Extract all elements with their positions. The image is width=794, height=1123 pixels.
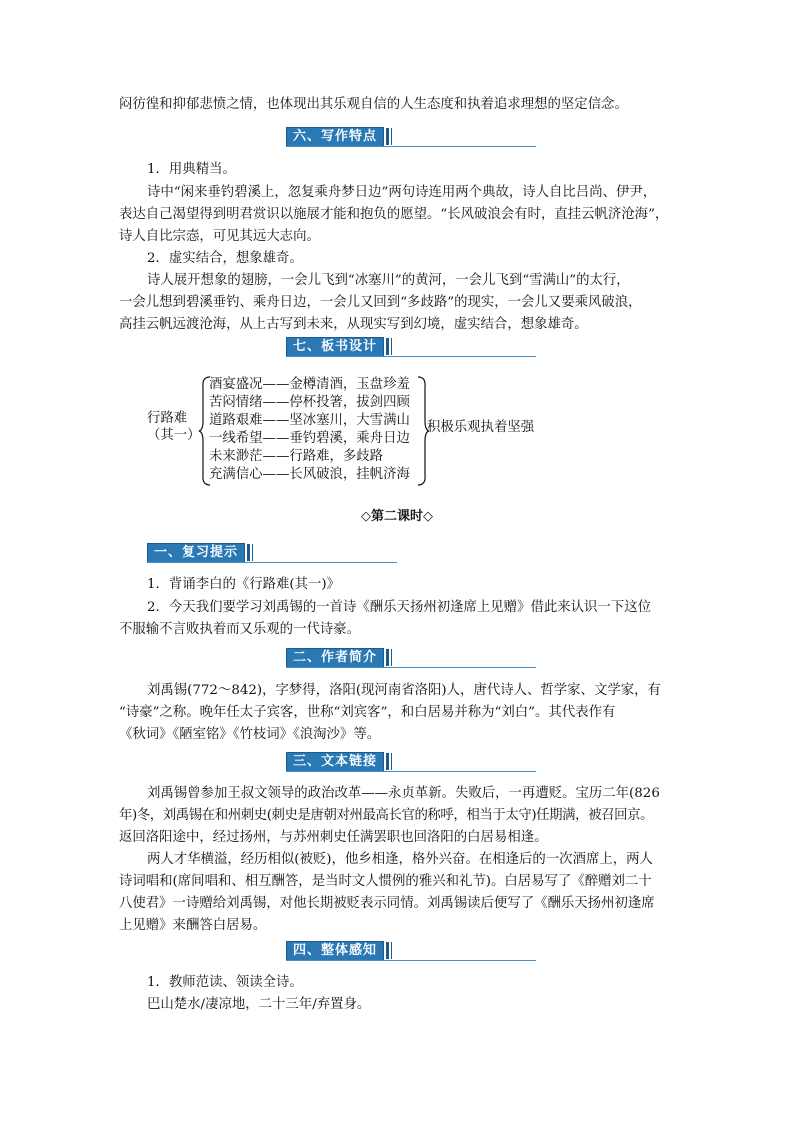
paragraph-line: 两人才华横溢，经历相似(被贬)，他乡相逢，格外兴奋。在相逢后的一次酒席上，两人 <box>147 852 653 867</box>
heading-rule <box>286 667 536 668</box>
heading-rule <box>286 960 536 961</box>
paragraph-line: 1．用典精当。 <box>147 162 236 177</box>
paragraph-line: 表达自己渴望得到明君赏识以施展才能和抱负的愿望。“长风破浪会有时，直挂云帆济沧海”， <box>119 207 669 222</box>
section-heading-board-design <box>286 337 536 359</box>
paragraph-line: 诗人自比宗悫，可见其远大志向。 <box>119 229 320 244</box>
heading-decoration <box>247 544 250 561</box>
heading-rule <box>147 562 397 563</box>
section-heading-author <box>286 648 536 670</box>
heading-decoration <box>386 338 389 355</box>
paragraph-line: 不服输不言败执着而又乐观的一代诗豪。 <box>119 622 361 637</box>
board-row: 未来渺茫——行路难，多歧路 <box>209 449 384 464</box>
paragraph-line: 刘禹锡曾参加王叔文领导的政治改革——永贞革新。失败后，一再遭贬。宝历二年(826 <box>147 786 660 801</box>
paragraph-line: 巴山楚水/凄凉地，二十三年/弃置身。 <box>147 997 371 1012</box>
section-heading-text: 七、板书设计 <box>286 337 384 357</box>
poem-subtitle: （其一） <box>147 428 201 443</box>
section-heading-text-link <box>286 752 536 774</box>
section-heading-overview <box>286 941 536 963</box>
board-summary: 积极乐观执着坚强 <box>427 420 535 435</box>
heading-decoration <box>252 544 253 561</box>
heading-decoration <box>391 942 392 959</box>
paragraph-line: 闷彷徨和抑郁悲愤之情，也体现出其乐观自信的人生态度和执着追求理想的坚定信念。 <box>119 97 628 112</box>
paragraph-line: 1．教师范读、领读全诗。 <box>147 975 303 990</box>
paragraph-line: 1．背诵李白的《行路难(其一)》 <box>147 577 341 592</box>
section-heading-text: 六、写作特点 <box>286 127 384 147</box>
board-row: 道路艰难——坚冰塞川，大雪满山 <box>209 413 410 428</box>
heading-decoration <box>386 942 389 959</box>
heading-decoration <box>391 338 392 355</box>
paragraph-line: 刘禹锡(772～842)，字梦得，洛阳(现河南省洛阳)人，唐代诗人、哲学家、文学家，有 <box>147 683 661 698</box>
paragraph-line: 诗词唱和(席间唱和、相互酬答，是当时文人惯例的雅兴和礼节)。白居易写了《醉赠刘二十 <box>119 874 652 889</box>
section-heading-text: 二、作者简介 <box>286 648 384 668</box>
section-heading-writing-features <box>286 127 536 149</box>
paragraph-line: 上见赠》来酬答白居易。 <box>119 918 267 933</box>
section-heading-review <box>147 543 397 565</box>
section-heading-text: 四、整体感知 <box>286 941 384 961</box>
paragraph-line: 返回洛阳途中，经过扬州，与苏州刺史任满罢职也回洛阳的白居易相逢。 <box>119 830 548 845</box>
heading-rule <box>286 146 536 147</box>
heading-decoration <box>391 128 392 145</box>
paragraph-line: 诗人展开想象的翅膀，一会儿飞到“冰塞川”的黄河，一会儿飞到“雪满山”的太行， <box>147 273 630 288</box>
paragraph-line: 《秋词》《陋室铭》《竹枝词》《浪淘沙》等。 <box>119 727 381 742</box>
poem-title: 行路难 <box>147 411 188 426</box>
paragraph-line: 一会儿想到碧溪垂钓、乘舟日边，一会儿又回到“多歧路”的现实，一会儿又要乘风破浪， <box>119 295 642 310</box>
heading-decoration <box>391 649 392 666</box>
heading-rule <box>286 771 536 772</box>
board-row: 一线希望——垂钓碧溪，乘舟日边 <box>209 431 410 446</box>
paragraph-line: 2．虚实结合，想象雄奇。 <box>147 251 303 266</box>
section-heading-text: 一、复习提示 <box>147 543 245 563</box>
paragraph-line: 八使君》一诗赠给刘禹锡，对他长期被贬表示同情。刘禹锡读后便写了《酬乐天扬州初逢席 <box>119 896 655 911</box>
paragraph-line: 2．今天我们要学习刘禹锡的一首诗《酬乐天扬州初逢席上见赠》借此来认识一下这位 <box>147 600 651 615</box>
paragraph-line: 诗中“闲来垂钓碧溪上，忽复乘舟梦日边”两句诗连用两个典故，诗人自比吕尚、伊尹， <box>147 185 657 200</box>
session-title: ◇第二课时◇ <box>361 509 433 524</box>
section-heading-text: 三、文本链接 <box>286 752 384 772</box>
paragraph-line: 高挂云帆远渡沧海，从上古写到未来，从现实写到幻境，虚实结合，想象雄奇。 <box>119 317 588 332</box>
heading-decoration <box>386 649 389 666</box>
paragraph-line: 年)冬，刘禹锡在和州刺史(刺史是唐朝对州最高长官的称呼，相当于太守)任期满，被召回京。 <box>119 808 654 823</box>
board-row: 酒宴盛况——金樽清酒，玉盘珍羞 <box>209 377 410 392</box>
paragraph-line: “诗豪”之称。晚年任太子宾客，世称“刘宾客”，和白居易并称为“刘白”。其代表作有 <box>119 705 616 720</box>
heading-decoration <box>386 128 389 145</box>
board-row: 充满信心——长风破浪，挂帆济海 <box>209 467 410 482</box>
heading-decoration <box>391 753 392 770</box>
heading-rule <box>286 356 536 357</box>
heading-decoration <box>386 753 389 770</box>
board-row: 苦闷情绪——停杯投箸，拔剑四顾 <box>209 395 410 410</box>
